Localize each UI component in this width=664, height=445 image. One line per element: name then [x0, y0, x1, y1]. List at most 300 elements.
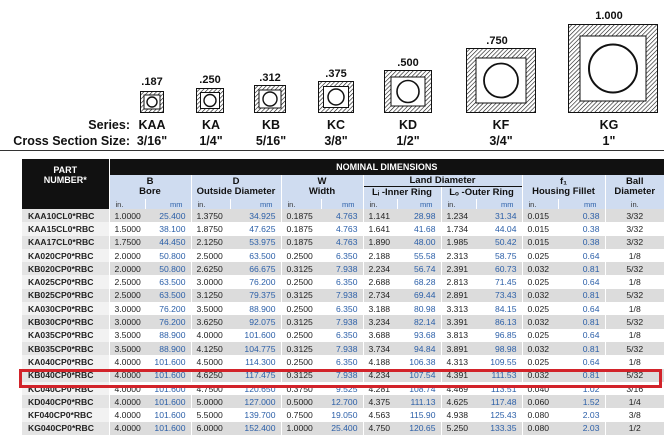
part-number-cell: KB040CP0*RBC	[22, 369, 109, 382]
value-cell: 4.938	[441, 408, 476, 421]
value-cell: 0.025	[522, 249, 558, 262]
value-cell: 6.350	[321, 249, 363, 262]
part-header-line2: NUMBER*	[43, 175, 87, 185]
cross-section-label: Cross Section Size:	[13, 134, 130, 148]
nominal-dimensions-header: NOMINAL DIMENSIONS	[109, 159, 664, 175]
bearing-kd-icon	[384, 70, 432, 113]
fillet-unit-mm: mm	[558, 199, 605, 209]
land-name: Land Diameter	[364, 175, 522, 187]
value-cell: 0.81	[558, 289, 605, 302]
value-cell: 66.675	[230, 262, 281, 275]
bearing-kc-icon	[318, 81, 354, 113]
value-cell: 92.075	[230, 315, 281, 328]
value-cell: 12.700	[321, 395, 363, 408]
value-cell: 86.13	[476, 315, 522, 328]
value-cell: 4.7500	[191, 382, 230, 395]
value-cell: 3.6250	[191, 315, 230, 328]
land-header	[363, 175, 522, 199]
value-cell: 4.750	[363, 422, 397, 435]
value-cell: 47.625	[230, 222, 281, 235]
table-row	[22, 249, 664, 262]
part-header-line1: PART	[53, 165, 78, 175]
table-row	[22, 315, 664, 328]
value-cell: 1.52	[558, 395, 605, 408]
value-cell: 0.015	[522, 209, 558, 222]
value-cell: 2.0000	[109, 262, 145, 275]
value-cell: 2.5000	[191, 249, 230, 262]
value-cell: 0.2500	[281, 302, 321, 315]
value-cell: 0.1875	[281, 209, 321, 222]
value-cell: 1.234	[441, 209, 476, 222]
ball-unit-in: in.	[605, 199, 664, 209]
value-cell: 1.3750	[191, 209, 230, 222]
value-cell: 1/8	[605, 355, 664, 368]
value-cell: 1/2	[605, 422, 664, 435]
part-number-cell: KB035CP0*RBC	[22, 342, 109, 355]
value-cell: 4.0000	[191, 329, 230, 342]
value-cell: 2.391	[441, 262, 476, 275]
table-row	[22, 342, 664, 355]
value-cell: 76.200	[230, 275, 281, 288]
dimensions-table	[22, 159, 664, 435]
table-row	[22, 422, 664, 435]
part-number-cell: KAA10CL0*RBC	[22, 209, 109, 222]
value-cell: 101.600	[230, 329, 281, 342]
value-cell: 79.375	[230, 289, 281, 302]
value-cell: 115.90	[397, 408, 441, 421]
value-cell: 0.080	[522, 422, 558, 435]
value-cell: 120.65	[397, 422, 441, 435]
value-cell: 4.6250	[191, 369, 230, 382]
bearing-kg-icon	[568, 24, 658, 113]
value-cell: 3.188	[363, 302, 397, 315]
value-cell: 5/32	[605, 315, 664, 328]
od-header	[191, 175, 281, 199]
series-kg: KG	[599, 118, 619, 132]
series-ka: KA	[201, 118, 221, 132]
value-cell: 3.891	[441, 342, 476, 355]
width-header	[281, 175, 363, 199]
part-number-cell: KA020CP0*RBC	[22, 249, 109, 262]
value-cell: 3/16	[605, 382, 664, 395]
series-row	[0, 118, 664, 134]
table-row	[22, 395, 664, 408]
value-cell: 0.81	[558, 315, 605, 328]
value-cell: 63.500	[145, 275, 191, 288]
value-cell: 113.51	[476, 382, 522, 395]
value-cell: 88.900	[230, 302, 281, 315]
value-cell: 2.1250	[191, 236, 230, 249]
value-cell: 1.734	[441, 222, 476, 235]
ball-line2: Diameter	[614, 186, 656, 197]
value-cell: 0.025	[522, 302, 558, 315]
value-cell: 3/8	[605, 408, 664, 421]
size-label-kd: .500	[397, 57, 419, 69]
value-cell: 3.813	[441, 329, 476, 342]
value-cell: 0.015	[522, 236, 558, 249]
cross-kf: 3/4"	[489, 134, 513, 148]
value-cell: 4.0000	[109, 408, 145, 421]
part-number-cell: KG040CP0*RBC	[22, 422, 109, 435]
value-cell: 48.00	[397, 236, 441, 249]
value-cell: 5/32	[605, 342, 664, 355]
od-letter: D	[232, 176, 240, 187]
value-cell: 6.350	[321, 355, 363, 368]
value-cell: 5.5000	[191, 408, 230, 421]
part-number-cell: KA035CP0*RBC	[22, 329, 109, 342]
value-cell: 0.060	[522, 395, 558, 408]
value-cell: 3.5000	[109, 342, 145, 355]
value-cell: 4.5000	[191, 355, 230, 368]
value-cell: 152.400	[230, 422, 281, 435]
value-cell: 107.54	[397, 369, 441, 382]
inner-unit-mm: mm	[397, 199, 441, 209]
value-cell: 2.891	[441, 289, 476, 302]
value-cell: 69.44	[397, 289, 441, 302]
value-cell: 60.73	[476, 262, 522, 275]
value-cell: 1.890	[363, 236, 397, 249]
bearing-ka-icon	[196, 88, 224, 113]
value-cell: 2.6250	[191, 262, 230, 275]
value-cell: 3.391	[441, 315, 476, 328]
value-cell: 1.02	[558, 382, 605, 395]
value-cell: 0.032	[522, 289, 558, 302]
size-label-ka: .250	[199, 74, 221, 86]
value-cell: 2.734	[363, 289, 397, 302]
value-cell: 7.938	[321, 315, 363, 328]
value-cell: 0.032	[522, 369, 558, 382]
part-number-cell: KB030CP0*RBC	[22, 315, 109, 328]
ball-header	[605, 175, 664, 199]
value-cell: 2.03	[558, 422, 605, 435]
bore-name: Bore	[139, 186, 161, 197]
value-cell: 4.375	[363, 395, 397, 408]
value-cell: 50.800	[145, 262, 191, 275]
value-cell: 2.03	[558, 408, 605, 421]
value-cell: 0.015	[522, 222, 558, 235]
value-cell: 0.032	[522, 262, 558, 275]
value-cell: 101.600	[145, 382, 191, 395]
value-cell: 2.313	[441, 249, 476, 262]
value-cell: 0.2500	[281, 275, 321, 288]
value-cell: 55.58	[397, 249, 441, 262]
value-cell: 56.74	[397, 262, 441, 275]
value-cell: 104.775	[230, 342, 281, 355]
value-cell: 120.650	[230, 382, 281, 395]
table-row	[22, 262, 664, 275]
value-cell: 0.3125	[281, 289, 321, 302]
value-cell: 3.5000	[109, 329, 145, 342]
value-cell: 6.0000	[191, 422, 230, 435]
value-cell: 5.0000	[191, 395, 230, 408]
table-row	[22, 408, 664, 421]
cross-section-row	[0, 134, 664, 150]
value-cell: 0.3125	[281, 315, 321, 328]
od-unit-mm: mm	[230, 199, 281, 209]
value-cell: 4.234	[363, 369, 397, 382]
value-cell: 2.188	[363, 249, 397, 262]
value-cell: 7.938	[321, 369, 363, 382]
part-number-cell: KB020CP0*RBC	[22, 262, 109, 275]
value-cell: 4.313	[441, 355, 476, 368]
value-cell: 6.350	[321, 329, 363, 342]
value-cell: 1.5000	[109, 222, 145, 235]
bore-unit-in: in.	[109, 199, 145, 209]
value-cell: 3.0000	[109, 315, 145, 328]
part-number-cell: KD040CP0*RBC	[22, 395, 109, 408]
table-row	[22, 302, 664, 315]
value-cell: 0.5000	[281, 395, 321, 408]
fillet-unit-in: in.	[522, 199, 558, 209]
value-cell: 0.032	[522, 342, 558, 355]
value-cell: 31.34	[476, 209, 522, 222]
value-cell: 117.475	[230, 369, 281, 382]
value-cell: 44.04	[476, 222, 522, 235]
part-number-cell: KA025CP0*RBC	[22, 275, 109, 288]
value-cell: 3.734	[363, 342, 397, 355]
value-cell: 4.0000	[109, 382, 145, 395]
series-kaa: KAA	[138, 118, 166, 132]
value-cell: 6.350	[321, 302, 363, 315]
value-cell: 3/32	[605, 236, 664, 249]
value-cell: 0.64	[558, 355, 605, 368]
width-letter: W	[317, 176, 327, 187]
value-cell: 133.35	[476, 422, 522, 435]
size-label-kb: .312	[259, 72, 281, 84]
value-cell: 93.68	[397, 329, 441, 342]
value-cell: 0.64	[558, 302, 605, 315]
value-cell: 5.250	[441, 422, 476, 435]
value-cell: 76.200	[145, 315, 191, 328]
value-cell: 0.64	[558, 249, 605, 262]
value-cell: 0.025	[522, 355, 558, 368]
value-cell: 0.64	[558, 275, 605, 288]
value-cell: 6.350	[321, 275, 363, 288]
value-cell: 1.985	[441, 236, 476, 249]
value-cell: 19.050	[321, 408, 363, 421]
value-cell: 0.81	[558, 262, 605, 275]
value-cell: 2.5000	[109, 289, 145, 302]
value-cell: 1.0000	[109, 209, 145, 222]
value-cell: 71.45	[476, 275, 522, 288]
size-label-kf: .750	[486, 35, 508, 47]
value-cell: 98.98	[476, 342, 522, 355]
value-cell: 0.38	[558, 209, 605, 222]
value-cell: 4.563	[363, 408, 397, 421]
value-cell: 63.500	[230, 249, 281, 262]
bore-letter: B	[146, 176, 154, 187]
value-cell: 108.74	[397, 382, 441, 395]
size-label-kc: .375	[325, 68, 347, 80]
value-cell: 3/32	[605, 222, 664, 235]
part-number-cell: KAA15CL0*RBC	[22, 222, 109, 235]
value-cell: 4.469	[441, 382, 476, 395]
value-cell: 3.0000	[109, 302, 145, 315]
series-kc: KC	[326, 118, 346, 132]
value-cell: 1.0000	[281, 422, 321, 435]
value-cell: 1/8	[605, 275, 664, 288]
value-cell: 88.900	[145, 342, 191, 355]
cross-ka: 1/4"	[199, 134, 223, 148]
value-cell: 25.400	[321, 422, 363, 435]
value-cell: 4.188	[363, 355, 397, 368]
value-cell: 96.85	[476, 329, 522, 342]
value-cell: 4.1250	[191, 342, 230, 355]
width-unit-mm: mm	[321, 199, 363, 209]
fillet-header	[522, 175, 605, 199]
value-cell: 4.0000	[109, 369, 145, 382]
table-row	[22, 236, 664, 249]
value-cell: 41.68	[397, 222, 441, 235]
highlighted-row-outline	[19, 369, 662, 388]
value-cell: 44.450	[145, 236, 191, 249]
land-outer-header: Lₒ -Outer Ring	[449, 187, 514, 198]
od-name: Outside Diameter	[196, 186, 276, 197]
table-row	[22, 275, 664, 288]
series-kb: KB	[261, 118, 281, 132]
fillet-name: Housing Fillet	[532, 186, 595, 197]
value-cell: 101.600	[145, 422, 191, 435]
table-row	[22, 289, 664, 302]
outer-unit-in: in.	[441, 199, 476, 209]
value-cell: 0.38	[558, 236, 605, 249]
value-cell: 84.15	[476, 302, 522, 315]
value-cell: 0.025	[522, 329, 558, 342]
value-cell: 106.38	[397, 355, 441, 368]
value-cell: 3.234	[363, 315, 397, 328]
value-cell: 4.763	[321, 209, 363, 222]
value-cell: 4.0000	[109, 355, 145, 368]
value-cell: 50.800	[145, 249, 191, 262]
value-cell: 0.1875	[281, 236, 321, 249]
series-kd: KD	[398, 118, 418, 132]
value-cell: 2.688	[363, 275, 397, 288]
value-cell: 5/32	[605, 369, 664, 382]
land-inner-header: Lᵢ -Inner Ring	[364, 187, 442, 199]
value-cell: 3.688	[363, 329, 397, 342]
value-cell: 58.75	[476, 249, 522, 262]
value-cell: 3.313	[441, 302, 476, 315]
value-cell: 0.64	[558, 329, 605, 342]
value-cell: 9.525	[321, 382, 363, 395]
value-cell: 82.14	[397, 315, 441, 328]
value-cell: 5/32	[605, 262, 664, 275]
value-cell: 2.0000	[109, 249, 145, 262]
value-cell: 73.43	[476, 289, 522, 302]
value-cell: 0.025	[522, 275, 558, 288]
bearing-kaa-icon	[140, 91, 164, 113]
fillet-letter: f₁	[559, 176, 568, 187]
value-cell: 50.42	[476, 236, 522, 249]
value-cell: 127.000	[230, 395, 281, 408]
value-cell: 3.1250	[191, 289, 230, 302]
value-cell: 25.400	[145, 209, 191, 222]
cross-kd: 1/2"	[396, 134, 420, 148]
value-cell: 1.8750	[191, 222, 230, 235]
value-cell: 4.625	[441, 395, 476, 408]
part-number-cell: KB025CP0*RBC	[22, 289, 109, 302]
cross-kg: 1"	[602, 134, 616, 148]
value-cell: 4.763	[321, 222, 363, 235]
value-cell: 34.925	[230, 209, 281, 222]
value-cell: 2.813	[441, 275, 476, 288]
value-cell: 2.5000	[109, 275, 145, 288]
od-unit-in: in.	[191, 199, 230, 209]
divider	[0, 150, 664, 151]
value-cell: 0.1875	[281, 222, 321, 235]
value-cell: 1/8	[605, 249, 664, 262]
cross-kaa: 3/16"	[136, 134, 168, 148]
value-cell: 111.13	[397, 395, 441, 408]
value-cell: 3/32	[605, 209, 664, 222]
table-row	[22, 329, 664, 342]
part-number-cell: KA040CP0*RBC	[22, 355, 109, 368]
value-cell: 88.900	[145, 329, 191, 342]
cross-kc: 3/8"	[324, 134, 348, 148]
series-label: Series:	[88, 118, 130, 132]
value-cell: 0.080	[522, 408, 558, 421]
value-cell: 117.48	[476, 395, 522, 408]
value-cell: 101.600	[145, 408, 191, 421]
size-label-kaa: .187	[141, 76, 163, 88]
ball-line1: Ball	[626, 176, 644, 187]
value-cell: 0.3750	[281, 382, 321, 395]
bearing-kb-icon	[254, 85, 286, 113]
value-cell: 1/8	[605, 302, 664, 315]
outer-unit-mm: mm	[476, 199, 522, 209]
part-number-header	[22, 159, 109, 209]
table-body	[22, 209, 664, 435]
value-cell: 1/8	[605, 329, 664, 342]
value-cell: 0.3125	[281, 262, 321, 275]
value-cell: 101.600	[145, 395, 191, 408]
value-cell: 68.28	[397, 275, 441, 288]
part-number-cell: KC040CP0*RBC	[22, 382, 109, 395]
bore-unit-mm: mm	[145, 199, 191, 209]
value-cell: 38.100	[145, 222, 191, 235]
bore-header	[109, 175, 191, 199]
width-unit-in: in.	[281, 199, 321, 209]
value-cell: 94.84	[397, 342, 441, 355]
value-cell: 101.600	[145, 369, 191, 382]
table-row	[22, 355, 664, 368]
value-cell: 1.141	[363, 209, 397, 222]
series-kf: KF	[492, 118, 510, 132]
value-cell: 2.234	[363, 262, 397, 275]
inner-unit-in: in.	[363, 199, 397, 209]
value-cell: 1.641	[363, 222, 397, 235]
part-number-cell: KF040CP0*RBC	[22, 408, 109, 421]
value-cell: 4.0000	[109, 395, 145, 408]
table-row	[22, 222, 664, 235]
value-cell: 4.0000	[109, 422, 145, 435]
value-cell: 7.938	[321, 262, 363, 275]
value-cell: 0.38	[558, 222, 605, 235]
part-number-cell: KA030CP0*RBC	[22, 302, 109, 315]
value-cell: 1/4	[605, 395, 664, 408]
value-cell: 4.763	[321, 236, 363, 249]
part-number-cell: KAA17CL0*RBC	[22, 236, 109, 249]
value-cell: 80.98	[397, 302, 441, 315]
value-cell: 3.5000	[191, 302, 230, 315]
value-cell: 7.938	[321, 342, 363, 355]
value-cell: 0.81	[558, 342, 605, 355]
value-cell: 4.281	[363, 382, 397, 395]
width-name: Width	[308, 186, 336, 197]
value-cell: 101.600	[145, 355, 191, 368]
table-row	[22, 209, 664, 222]
value-cell: 109.55	[476, 355, 522, 368]
